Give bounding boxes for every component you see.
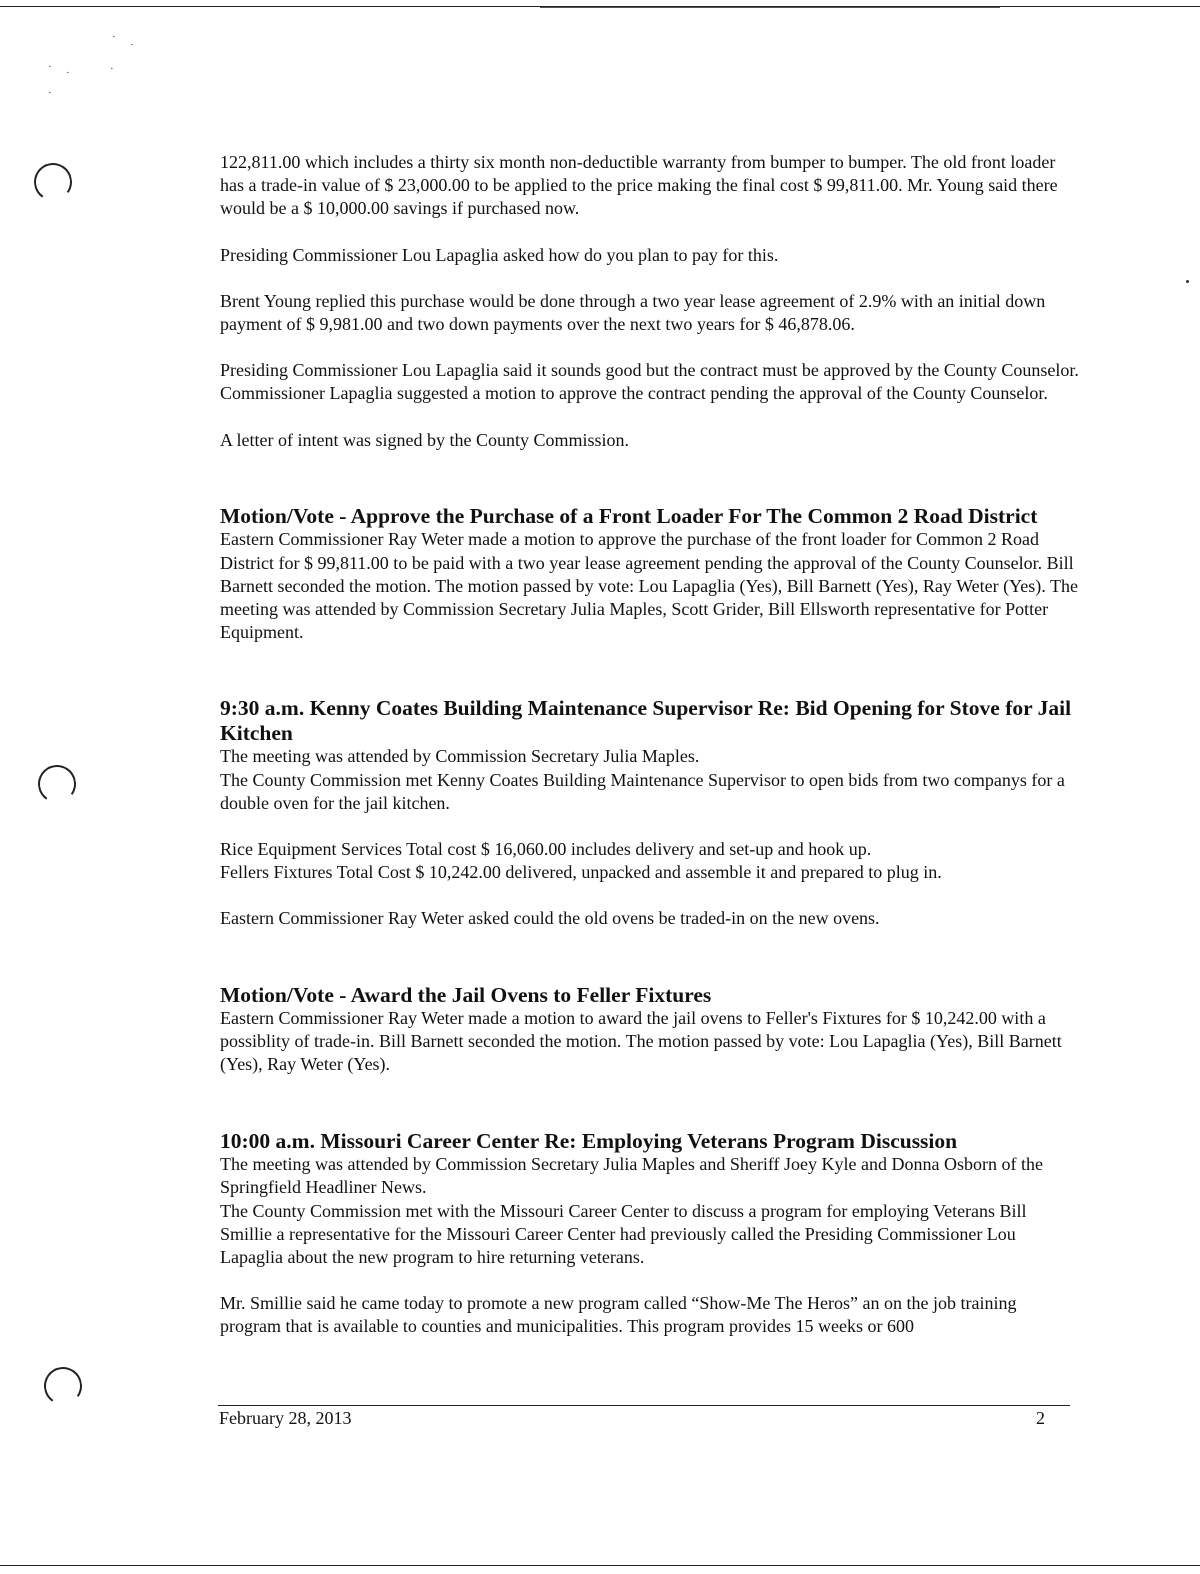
scan-speck: · bbox=[48, 61, 52, 73]
bottom-scan-rule bbox=[0, 1565, 1200, 1566]
section-bid-opening-stove bbox=[220, 696, 1080, 930]
section-heading: 9:30 a.m. Kenny Coates Building Maintenance Supervisor Re: Bid Opening for Stove for Jail Kitchen bbox=[220, 696, 1072, 745]
scan-speck: · bbox=[130, 39, 134, 51]
paragraph: The meeting was attended by Commission Secretary Julia Maples and Sheriff Joey Kyle and Donna Osborn of the Springfield Headliner News. bbox=[220, 1154, 1043, 1198]
paragraph: Presiding Commissioner Lou Lapaglia asked how do you plan to pay for this. bbox=[220, 244, 779, 265]
section-heading: Motion/Vote - Approve the Purchase of a Front Loader For The Common 2 Road District bbox=[220, 503, 1038, 528]
section-jail-ovens-motion bbox=[220, 983, 1080, 1077]
paragraph: The County Commission met Kenny Coates Building Maintenance Supervisor to open bids from two companys for a double oven for the jail kitchen. bbox=[220, 769, 1065, 813]
scan-speck: · bbox=[112, 31, 116, 43]
paragraph: Presiding Commissioner Lou Lapaglia said it sounds good but the contract must be approved by the County Counselor. Commissioner Lapaglia suggested a motion to approve the contract pending the approval of the County Counselor. bbox=[220, 360, 1079, 404]
paragraph: The meeting was attended by Commission Secretary Julia Maples. bbox=[220, 746, 700, 767]
scan-speck: · bbox=[110, 63, 114, 75]
paragraph: Brent Young replied this purchase would be done through a two year lease agreement of 2.9% with an initial down payment of $ 9,981.00 and two down payments over the next two years for $ 46,878.06. bbox=[220, 290, 1046, 335]
binder-hole-icon bbox=[31, 160, 75, 204]
binder-hole-icon bbox=[35, 762, 79, 806]
paragraph: Mr. Smillie said he came today to promote a new program called “Show-Me The Heros” an on the job training program that is available to counties and municipalities. This program provides 15 weeks or 600 bbox=[220, 1293, 1017, 1337]
paragraph: Fellers Fixtures Total Cost $ 10,242.00 delivered, unpacked and assemble it and prepared to plug in. bbox=[220, 862, 942, 883]
section-heading: Motion/Vote - Award the Jail Ovens to Feller Fixtures bbox=[220, 982, 712, 1007]
document-body bbox=[220, 151, 1080, 1339]
page-number: 2 bbox=[1036, 1408, 1045, 1428]
paragraph: Eastern Commissioner Ray Weter asked could the old ovens be traded-in on the new ovens. bbox=[220, 908, 880, 929]
scan-speck bbox=[1186, 280, 1189, 283]
paragraph: Eastern Commissioner Ray Weter made a motion to approve the purchase of the front loader for Common 2 Road District for $ 99,811.00 to be paid with a two year lease agreement pending the approval of the County Counselor. Bill Barnett seconded the motion. The motion passed by vote: Lou Lapaglia (Yes), Bill Barnett (Yes), Ray Weter (Yes). The meeting was attended by Commission Secretary Julia Maples, Scott Grider, Bill Ellsworth representative for Potter Equipment. bbox=[220, 529, 1078, 643]
section-front-loader-motion bbox=[220, 504, 1080, 645]
top-scan-rule-secondary bbox=[540, 7, 1000, 8]
section-career-center bbox=[220, 1129, 1080, 1339]
section-heading: 10:00 a.m. Missouri Career Center Re: Employing Veterans Program Discussion bbox=[220, 1128, 958, 1153]
footer-date: February 28, 2013 bbox=[219, 1408, 352, 1428]
paragraph: Rice Equipment Services Total cost $ 16,060.00 includes delivery and set-up and hook up. bbox=[220, 838, 872, 859]
paragraph: 122,811.00 which includes a thirty six month non-deductible warranty from bumper to bumper. The old front loader has a trade-in value of $ 23,000.00 to be applied to the price making the final cost $ 99,811.00. Mr. Young said there would be a $ 10,000.00 savings if purchased now. bbox=[220, 152, 1058, 219]
paragraph: The County Commission met with the Missouri Career Center to discuss a program for employing Veterans Bill Smillie a representative for the Missouri Career Center had previously called the Presiding Commissioner Lou Lapaglia about the new program to hire returning veterans. bbox=[220, 1200, 1027, 1267]
footer-rule bbox=[218, 1405, 1070, 1406]
binder-hole-icon bbox=[41, 1364, 85, 1408]
paragraph: A letter of intent was signed by the County Commission. bbox=[220, 429, 629, 450]
paragraph: Eastern Commissioner Ray Weter made a motion to award the jail ovens to Feller's Fixtures for $ 10,242.00 with a possiblity of trade-in. Bill Barnett seconded the motion. The motion passed by vote: Lou Lapaglia (Yes), Bill Barnett (Yes), Ray Weter (Yes). bbox=[220, 1008, 1062, 1075]
scan-speck: · bbox=[66, 67, 70, 79]
scan-speck: · bbox=[48, 87, 52, 99]
